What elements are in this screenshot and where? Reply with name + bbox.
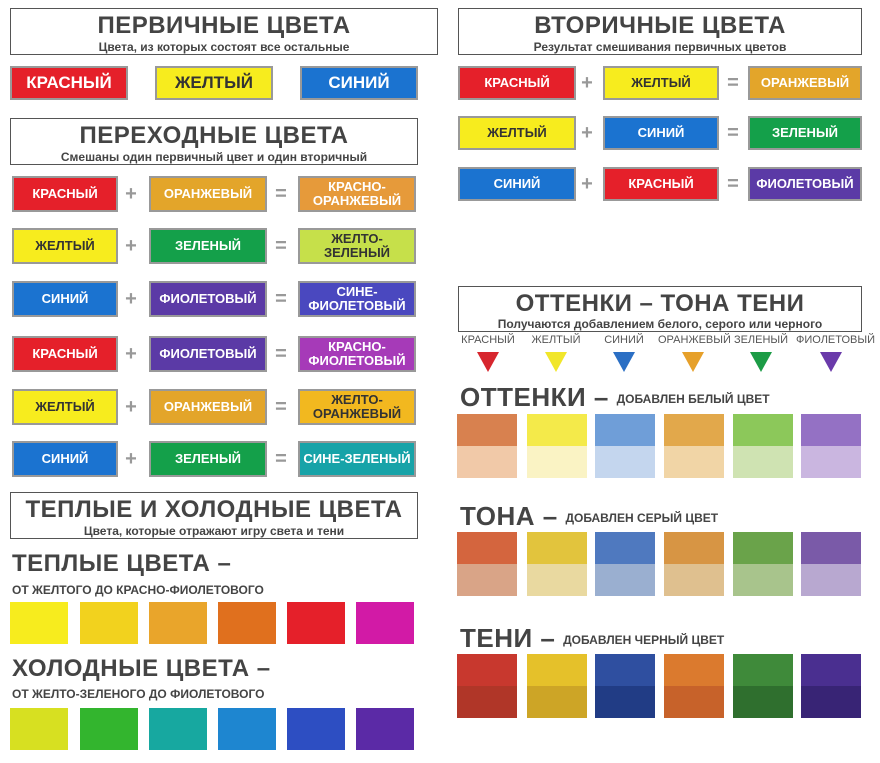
shade-swatch-top bbox=[457, 654, 517, 686]
secondary-result: ФИОЛЕТОВЫЙ bbox=[748, 167, 862, 201]
primary-color-box: ЖЕЛТЫЙ bbox=[155, 66, 273, 100]
tertiary-input-a: КРАСНЫЙ bbox=[12, 176, 118, 212]
tertiary-input-b: ОРАНЖЕВЫЙ bbox=[149, 176, 267, 212]
shade-swatch-top bbox=[595, 654, 655, 686]
shades-title: ОТТЕНКИ – ТОНА ТЕНИ bbox=[515, 290, 805, 317]
shade-swatch-bottom bbox=[664, 686, 724, 718]
cool-swatch bbox=[287, 708, 345, 750]
shades-title-text: ТЕНИ bbox=[460, 623, 533, 653]
tone-swatch-bottom bbox=[595, 564, 655, 596]
tint-swatch-top bbox=[457, 414, 517, 446]
secondary-subtitle: Результат смешивания первичных цветов bbox=[533, 40, 787, 54]
plus-sign: + bbox=[581, 122, 593, 144]
shade-swatch-top bbox=[801, 654, 861, 686]
equals-sign: = bbox=[275, 396, 287, 418]
primary-color-box: КРАСНЫЙ bbox=[10, 66, 128, 100]
cool-swatch bbox=[10, 708, 68, 750]
tertiary-input-b: ЗЕЛЕНЫЙ bbox=[149, 228, 267, 264]
shade-swatch-bottom bbox=[801, 686, 861, 718]
tint-swatch-bottom bbox=[664, 446, 724, 478]
plus-sign: + bbox=[581, 72, 593, 94]
tint-swatch-bottom bbox=[595, 446, 655, 478]
warm-swatch bbox=[80, 602, 138, 644]
tertiary-input-b: ОРАНЖЕВЫЙ bbox=[149, 389, 267, 425]
tints-title bbox=[460, 384, 770, 410]
tertiary-result: ЖЕЛТО-ЗЕЛЕНЫЙ bbox=[298, 228, 416, 264]
secondary-header bbox=[458, 8, 862, 55]
plus-sign: + bbox=[125, 183, 137, 205]
tone-swatch-bottom bbox=[527, 564, 587, 596]
equals-sign: = bbox=[275, 183, 287, 205]
warm-subtitle: ОТ ЖЕЛТОГО ДО КРАСНО-ФИОЛЕТОВОГО bbox=[12, 583, 264, 597]
tone-swatch-bottom bbox=[801, 564, 861, 596]
tint-swatch-top bbox=[595, 414, 655, 446]
tertiary-input-b: ФИОЛЕТОВЫЙ bbox=[149, 281, 267, 317]
tone-swatch-top bbox=[664, 532, 724, 564]
tertiary-input-b: ФИОЛЕТОВЫЙ bbox=[149, 336, 267, 372]
tertiary-input-a: ЖЕЛТЫЙ bbox=[12, 389, 118, 425]
shade-swatch-top bbox=[527, 654, 587, 686]
secondary-input-b: СИНИЙ bbox=[603, 116, 719, 150]
equals-sign: = bbox=[275, 235, 287, 257]
secondary-input-b: ЖЕЛТЫЙ bbox=[603, 66, 719, 100]
tones-dash: – bbox=[542, 501, 558, 531]
tertiary-subtitle: Смешаны один первичный цвет и один вторичный bbox=[60, 150, 368, 164]
plus-sign: + bbox=[125, 448, 137, 470]
primary-subtitle: Цвета, из которых состоят все остальные bbox=[98, 40, 350, 54]
secondary-input-a: СИНИЙ bbox=[458, 167, 576, 201]
warm-cool-subtitle: Цвета, которые отражают игру света и тени bbox=[83, 524, 345, 538]
tint-swatch-bottom bbox=[801, 446, 861, 478]
shade-color-label: КРАСНЫЙ bbox=[461, 334, 515, 346]
tone-swatch-top bbox=[457, 532, 517, 564]
shade-color-label: ФИОЛЕТОВЫЙ bbox=[796, 334, 876, 346]
tint-swatch-bottom bbox=[733, 446, 793, 478]
tone-swatch-top bbox=[801, 532, 861, 564]
cool-swatch bbox=[218, 708, 276, 750]
tertiary-title: ПЕРЕХОДНЫЕ ЦВЕТА bbox=[79, 122, 349, 149]
cool-swatch bbox=[356, 708, 414, 750]
cool-subtitle: ОТ ЖЕЛТО-ЗЕЛЕНОГО ДО ФИОЛЕТОВОГО bbox=[12, 687, 265, 701]
warm-swatch bbox=[356, 602, 414, 644]
cool-title: ХОЛОДНЫЕ ЦВЕТА – bbox=[12, 655, 271, 682]
tones-title-text: ТОНА bbox=[460, 501, 536, 531]
shade-swatch-bottom bbox=[733, 686, 793, 718]
secondary-input-a: ЖЕЛТЫЙ bbox=[458, 116, 576, 150]
shade-triangle-icon bbox=[820, 352, 842, 372]
tertiary-input-a: СИНИЙ bbox=[12, 281, 118, 317]
tint-swatch-top bbox=[527, 414, 587, 446]
plus-sign: + bbox=[125, 396, 137, 418]
tertiary-input-a: КРАСНЫЙ bbox=[12, 336, 118, 372]
tertiary-result: КРАСНО-ФИОЛЕТОВЫЙ bbox=[298, 336, 416, 372]
warm-swatch bbox=[287, 602, 345, 644]
tertiary-input-a: СИНИЙ bbox=[12, 441, 118, 477]
tone-swatch-bottom bbox=[664, 564, 724, 596]
cool-swatch bbox=[80, 708, 138, 750]
shades-dash: – bbox=[540, 623, 556, 653]
primary-header bbox=[10, 8, 438, 55]
tints-subtitle: ДОБАВЛЕН БЕЛЫЙ ЦВЕТ bbox=[616, 392, 770, 407]
shade-triangle-icon bbox=[682, 352, 704, 372]
tertiary-header bbox=[10, 118, 418, 165]
tone-swatch-bottom bbox=[457, 564, 517, 596]
secondary-result: ЗЕЛЕНЫЙ bbox=[748, 116, 862, 150]
shade-swatch-top bbox=[733, 654, 793, 686]
shade-color-label: ЗЕЛЕНЫЙ bbox=[733, 334, 789, 346]
shade-swatch-top bbox=[664, 654, 724, 686]
tertiary-input-a: ЖЕЛТЫЙ bbox=[12, 228, 118, 264]
shades-header bbox=[458, 286, 862, 332]
equals-sign: = bbox=[275, 343, 287, 365]
primary-color-box: СИНИЙ bbox=[300, 66, 418, 100]
tints-title-text: ОТТЕНКИ bbox=[460, 382, 587, 412]
equals-sign: = bbox=[727, 122, 739, 144]
warm-swatch bbox=[218, 602, 276, 644]
tertiary-result: ЖЕЛТО-ОРАНЖЕВЫЙ bbox=[298, 389, 416, 425]
shade-triangle-icon bbox=[545, 352, 567, 372]
shades-subtitle: Получаются добавлением белого, серого или черного bbox=[497, 317, 823, 331]
shade-triangle-icon bbox=[613, 352, 635, 372]
shades-title-row bbox=[460, 625, 724, 651]
tint-swatch-top bbox=[664, 414, 724, 446]
warm-cool-header bbox=[10, 492, 418, 539]
plus-sign: + bbox=[581, 173, 593, 195]
secondary-input-a: КРАСНЫЙ bbox=[458, 66, 576, 100]
tertiary-result: КРАСНО-ОРАНЖЕВЫЙ bbox=[298, 176, 416, 212]
tint-swatch-top bbox=[733, 414, 793, 446]
cool-swatch bbox=[149, 708, 207, 750]
secondary-result: ОРАНЖЕВЫЙ bbox=[748, 66, 862, 100]
shade-color-label: ЖЕЛТЫЙ bbox=[531, 334, 581, 346]
plus-sign: + bbox=[125, 235, 137, 257]
shade-swatch-bottom bbox=[457, 686, 517, 718]
tertiary-result: СИНЕ-ЗЕЛЕНЫЙ bbox=[298, 441, 416, 477]
warm-title: ТЕПЛЫЕ ЦВЕТА – bbox=[12, 550, 232, 577]
secondary-input-b: КРАСНЫЙ bbox=[603, 167, 719, 201]
tint-swatch-bottom bbox=[527, 446, 587, 478]
primary-title: ПЕРВИЧНЫЕ ЦВЕТА bbox=[97, 12, 351, 39]
shade-color-label: ОРАНЖЕВЫЙ bbox=[658, 334, 731, 346]
equals-sign: = bbox=[275, 288, 287, 310]
equals-sign: = bbox=[275, 448, 287, 470]
plus-sign: + bbox=[125, 288, 137, 310]
tone-swatch-top bbox=[595, 532, 655, 564]
warm-cool-title: ТЕПЛЫЕ И ХОЛОДНЫЕ ЦВЕТА bbox=[25, 496, 403, 523]
tints-dash: – bbox=[593, 382, 609, 412]
shade-color-label: СИНИЙ bbox=[604, 334, 644, 346]
shade-triangle-icon bbox=[477, 352, 499, 372]
tones-title bbox=[460, 503, 718, 529]
tint-swatch-bottom bbox=[457, 446, 517, 478]
shade-triangle-icon bbox=[750, 352, 772, 372]
shades-subtitle-row: ДОБАВЛЕН ЧЕРНЫЙ ЦВЕТ bbox=[563, 633, 725, 648]
tertiary-input-b: ЗЕЛЕНЫЙ bbox=[149, 441, 267, 477]
warm-swatch bbox=[149, 602, 207, 644]
equals-sign: = bbox=[727, 72, 739, 94]
tint-swatch-top bbox=[801, 414, 861, 446]
tone-swatch-bottom bbox=[733, 564, 793, 596]
tone-swatch-top bbox=[527, 532, 587, 564]
plus-sign: + bbox=[125, 343, 137, 365]
tone-swatch-top bbox=[733, 532, 793, 564]
shade-swatch-bottom bbox=[595, 686, 655, 718]
shade-swatch-bottom bbox=[527, 686, 587, 718]
tertiary-result: СИНЕ-ФИОЛЕТОВЫЙ bbox=[298, 281, 416, 317]
tones-subtitle: ДОБАВЛЕН СЕРЫЙ ЦВЕТ bbox=[565, 511, 719, 526]
equals-sign: = bbox=[727, 173, 739, 195]
warm-swatch bbox=[10, 602, 68, 644]
secondary-title: ВТОРИЧНЫЕ ЦВЕТА bbox=[534, 12, 786, 39]
